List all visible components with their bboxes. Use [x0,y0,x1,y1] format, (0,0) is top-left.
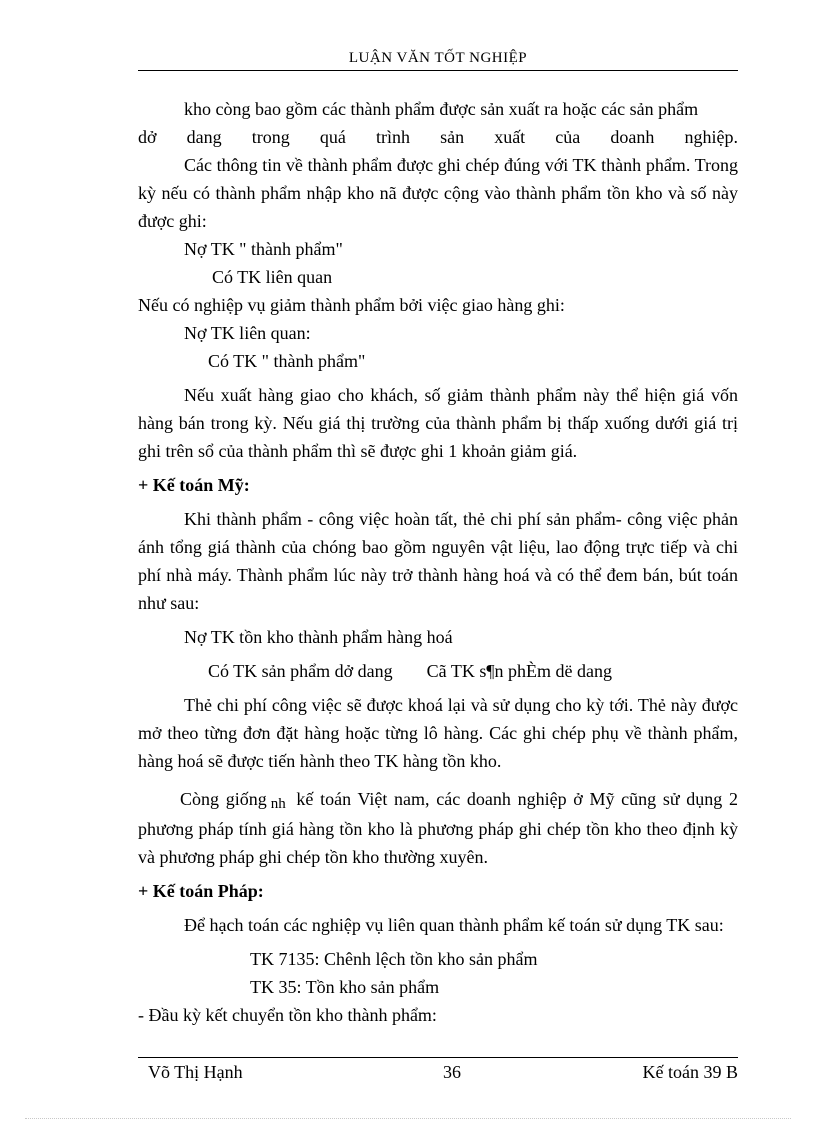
paragraph: Để hạch toán các nghiệp vụ liên quan thành phẩm kế toán sử dụng TK sau: [184,915,724,935]
footer-rule [138,1057,738,1058]
footer-author: Võ Thị Hạnh [148,1062,243,1082]
paragraph: dở dang trong quá trình sản xuất của doanh nghiệp. [138,127,738,147]
section-heading-phap: + Kế toán Pháp: [138,881,264,901]
section-heading-my: + Kế toán Mỹ: [138,475,250,495]
account-line: TK 35: Tồn kho sản phẩm [250,977,440,997]
page-number: 36 [443,1062,461,1082]
journal-entry-credit: Có TK liên quan [212,267,333,287]
journal-entry-debit: Nợ TK " thành phẩm" [184,239,343,259]
paragraph: Khi thành phẩm - công việc hoàn tất, thẻ chi phí sản phẩm- công việc phản ánh tổng giá thành của chóng bao gồm nguyên vật liệu, lao động trực tiếp và chi phí nhà máy. Thành phẩm lúc này trở thành hàng hoá và có thể đem bán, bút toán như sau: [138,509,738,613]
paragraph: kho còng bao gồm các thành phẩm được sản xuất ra hoặc các sản phẩm [184,99,699,119]
page-body [138,95,738,1029]
journal-entry-credit-text: Có TK sản phẩm dở dang [208,661,393,681]
journal-entry-credit [138,657,738,685]
journal-entry-debit: Nợ TK liên quan: [184,323,311,343]
paragraph: Các thông tin về thành phẩm được ghi chép đúng với TK thành phẩm. Trong kỳ nếu có thành phẩm nhập kho nã được cộng vào thành phẩm tồn kho và số này được ghi: [138,155,738,231]
account-line: TK 7135: Chênh lệch tồn kho sản phẩm [250,949,538,969]
garbled-text: Cã TK s¶n phÈm dë dang [426,661,612,681]
journal-entry-credit: Có TK " thành phẩm" [208,351,366,371]
header-rule [138,70,738,71]
paragraph: Nếu có nghiệp vụ giảm thành phẩm bởi việc giao hàng ghi: [138,295,565,315]
paragraph: Nếu xuất hàng giao cho khách, số giảm thành phẩm này thể hiện giá vốn hàng bán trong kỳ. Nếu giá thị trường của thành phẩm bị thấp xuống dưới giá trị ghi trên sổ của thành phẩm thì sẽ được ghi 1 khoản giảm giá. [138,385,738,461]
paragraph: Thẻ chi phí công việc sẽ được khoá lại và sử dụng cho kỳ tới. Thẻ này được mở theo từng đơn đặt hàng hoặc từng lô hàng. Các ghi chép phụ về thành phẩm, hàng hoá sẽ được tiến hành theo TK hàng tồn kho. [138,695,738,771]
subscript-fragment: nh [270,796,286,812]
footer-class: Kế toán 39 B [642,1062,738,1082]
paragraph-part: kế toán Việt nam, các doanh nghiệp ở Mỹ cũng sử dụng 2 phương pháp tính giá hàng tồn kho là phương pháp ghi chép tồn kho theo định kỳ và phương pháp ghi chép tồn kho thường xuyên. [138,789,738,867]
paragraph-part: Còng giống [180,789,267,809]
page-bottom-edge [25,1118,791,1119]
journal-entry-debit: Nợ TK tồn kho thành phẩm hàng hoá [184,627,453,647]
page-footer [148,1062,738,1090]
paragraph: - Đầu kỳ kết chuyển tồn kho thành phẩm: [138,1005,437,1025]
paragraph [138,785,738,871]
page-header-title: LUẬN VĂN TỐT NGHIỆP [348,50,528,66]
